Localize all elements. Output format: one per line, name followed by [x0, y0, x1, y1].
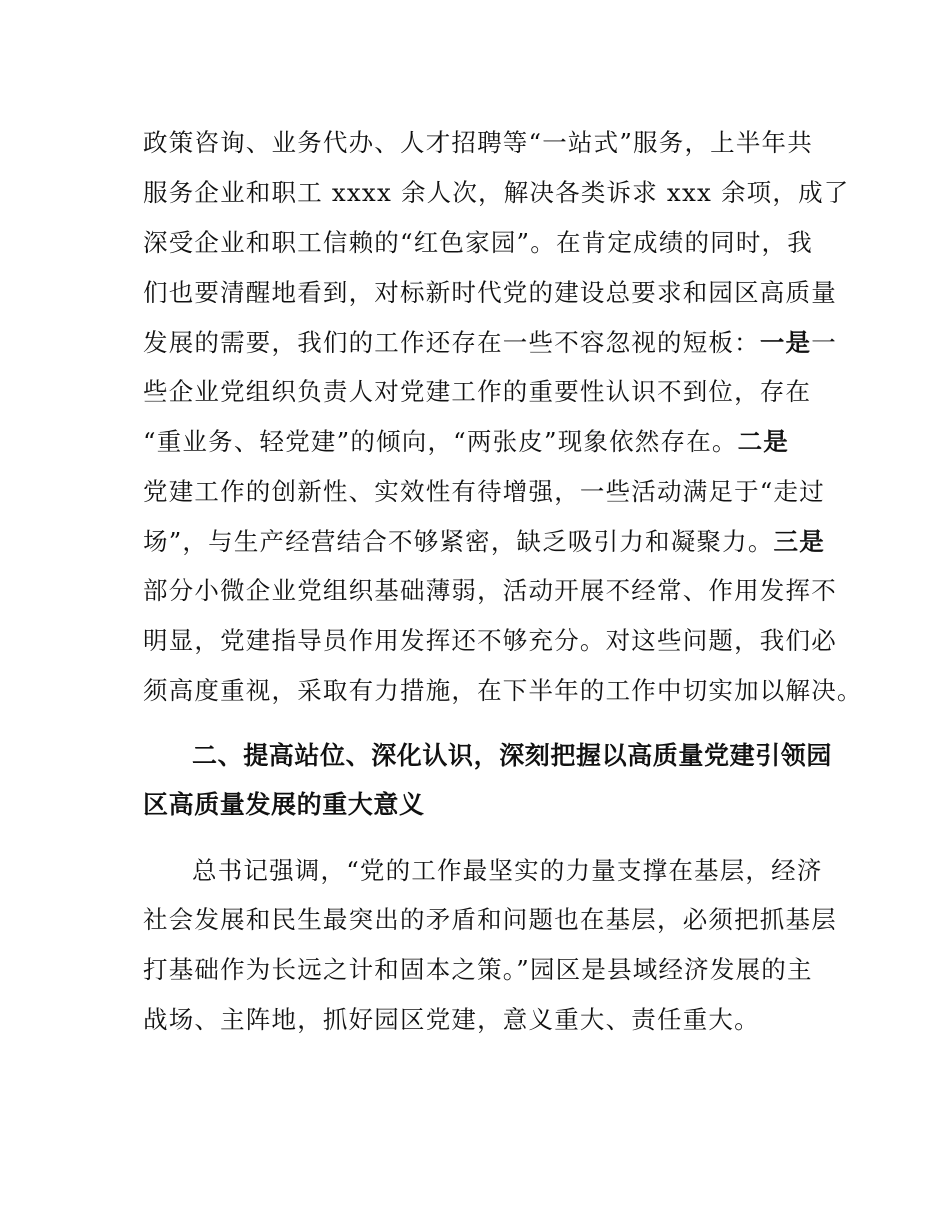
body-text: 场”，与生产经营结合不够紧密，缺乏吸引力和凝聚力。: [143, 527, 774, 556]
body-text-line: 打基础作为长远之计和固本之策。”园区是县域经济发展的主: [143, 955, 813, 984]
body-text: 发展的需要，我们的工作还存在一些不容忽视的短板：: [143, 328, 760, 357]
point-two-label: 二是: [737, 427, 790, 456]
body-text-line: 党建工作的创新性、实效性有待增强，一些活动满足于“走过: [143, 477, 825, 506]
body-text-line: [143, 427, 789, 457]
body-text-line: 明显，党建指导员作用发挥还不够充分。对这些问题，我们必: [143, 626, 837, 655]
section-heading-line: 二、提高站位、深化认识，深刻把握以高质量党建引领园: [192, 741, 833, 770]
body-text-line: 部分小微企业党组织基础薄弱，活动开展不经常、作用发挥不: [143, 576, 837, 605]
section-heading-line: 区高质量发展的重大意义: [143, 790, 425, 819]
body-text-line: 些企业党组织负责人对党建工作的重要性认识不到位，存在: [143, 377, 812, 406]
body-text-line: 服务企业和职工 xxxx 余人次，解决各类诉求 xxx 余项，成了: [143, 178, 850, 207]
body-text-line: 社会发展和民生最突出的矛盾和问题也在基层，必须把抓基层: [143, 905, 837, 934]
body-text-line: 战场、主阵地，抓好园区党建，意义重大、责任重大。: [143, 1005, 760, 1034]
point-one-label: 一是: [759, 328, 812, 357]
body-text-line: [143, 527, 825, 557]
body-text: 一: [811, 328, 837, 357]
body-text-line: 总书记强调，“党的工作最坚实的力量支撑在基层，经济: [192, 856, 823, 885]
point-three-label: 三是: [773, 527, 825, 556]
body-text-line: 们也要清醒地看到，对标新时代党的建设总要求和园区高质量: [143, 278, 837, 307]
body-text-line: [143, 328, 837, 358]
body-text-line: 须高度重视，采取有力措施，在下半年的工作中切实加以解决。: [143, 676, 863, 705]
body-text-line: 深受企业和职工信赖的“红色家园”。在肯定成绩的同时，我: [143, 228, 813, 257]
body-text-line: 政策咨询、业务代办、人才招聘等“一站式”服务，上半年共: [143, 128, 813, 157]
body-text: “重业务、轻党建”的倾向，“两张皮”现象依然存在。: [143, 427, 738, 456]
